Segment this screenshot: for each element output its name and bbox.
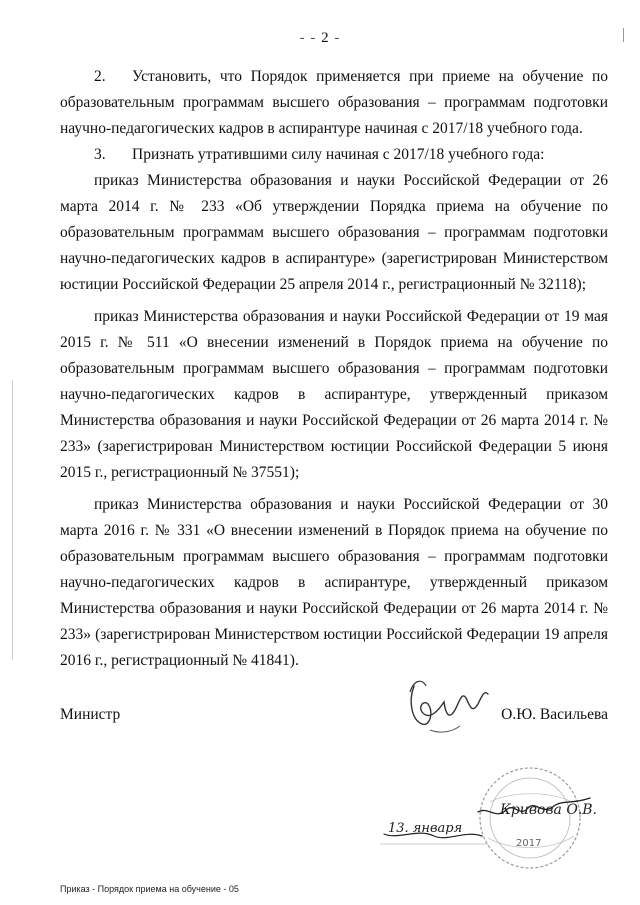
item-3-number: 3.	[94, 146, 106, 163]
stamp-handwritten-date: 13. января	[388, 821, 463, 836]
revoked-order-3: приказ Министерства образования и науки Российской Федерации от 30 марта 2016 г. № 331 «О внесении изменений в Порядок приема на обучение по образовательным программам высшего образования – программам подготовки научно-педагогических кадров в аспирантуре, утвержденный приказом Министерства образования и науки Российской Федерации от 26 марта 2014 г. № 233» (зарегистрирован Министерством юстиции Российской Федерации 19 апреля 2016 г., регистрационный № 41841).	[60, 496, 608, 669]
page-number-dash-left: - -	[299, 30, 322, 46]
item-2-text: Установить, что Порядок применяется при приеме на обучение по образовательным программам высшего образования – программам подготовки научно-педагогических кадров в аспирантуре начиная с 2017/18 учебного года.	[60, 68, 608, 137]
page-number-dash-right: -	[329, 30, 341, 46]
item-3-paragraph	[60, 142, 608, 168]
item-3-text: Признать утратившими силу начиная с 2017/18 учебного года:	[132, 146, 545, 163]
minister-name: О.Ю. Васильева	[501, 706, 608, 723]
page-number	[0, 30, 640, 47]
scan-margin-line	[12, 380, 13, 660]
revoked-order-2: приказ Министерства образования и науки Российской Федерации от 19 мая 2015 г. № 511 «О внесении изменений в Порядок приема на обучение по образовательным программам высшего образования – программам подготовки научно-педагогических кадров в аспирантуре, утвержденный приказом Министерства образования и науки Российской Федерации от 26 марта 2014 г. № 233» (зарегистрирован Министерством юстиции Российской Федерации 5 июня 2015 г., регистрационный № 37551);	[60, 308, 608, 481]
handwritten-signature	[400, 672, 500, 742]
stamp-handwritten-name: Кривова О.В.	[500, 802, 598, 818]
approval-stamp	[378, 762, 608, 872]
item-2-paragraph	[60, 64, 608, 142]
minister-title: Министр	[60, 706, 121, 723]
revoked-order-1: приказ Министерства образования и науки Российской Федерации от 26 марта 2014 г. № 233 «Об утверждении Порядка приема на обучение по образовательным программам высшего образования – программам подготовки научно-педагогических кадров в аспирантуре» (зарегистрирован Министерством юстиции Российской Федерации 25 апреля 2014 г., регистрационный № 32118);	[60, 172, 608, 293]
stamp-year: 2017	[516, 838, 542, 849]
item-2-number: 2.	[94, 68, 106, 85]
page-number-value: 2	[321, 30, 330, 46]
document-footer: Приказ - Порядок приема на обучение - 05	[60, 884, 239, 894]
document-body	[60, 64, 608, 674]
